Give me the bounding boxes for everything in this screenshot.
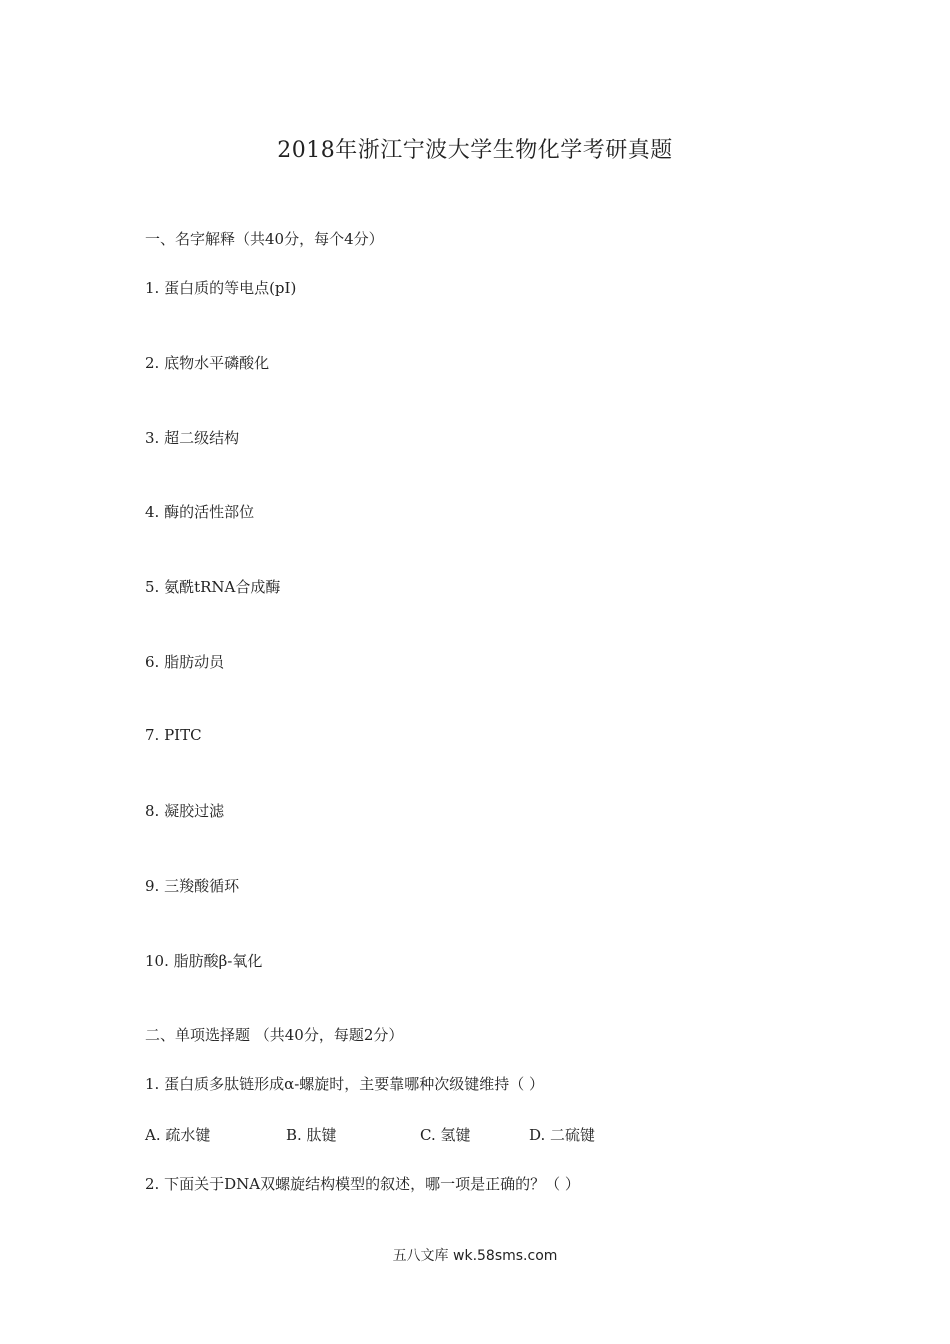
question-2: 2. 下面关于DNA双螺旋结构模型的叙述，哪一项是正确的？（ ） [145,1175,580,1193]
list-item: 3. 超二级结构 [145,429,240,447]
list-item: 4. 酶的活性部位 [145,503,255,521]
list-item: 1. 蛋白质的等电点(pI) [145,279,297,297]
list-item: 6. 脂肪动员 [145,653,225,671]
list-item: 7. PITC [145,726,202,744]
list-item: 2. 底物水平磷酸化 [145,354,270,372]
page-title: 2018年浙江宁波大学生物化学考研真题 [277,138,673,163]
section-heading-definitions: 一、名字解释（共40分，每个4分） [145,230,384,248]
list-item: 10. 脂肪酸β-氧化 [145,952,263,970]
list-item: 9. 三羧酸循环 [145,877,240,895]
option-a: A. 疏水键 [145,1126,211,1144]
section-heading-choice: 二、单项选择题 （共40分，每题2分） [145,1026,404,1044]
option-c: C. 氢键 [420,1126,471,1144]
option-d: D. 二硫键 [529,1126,596,1144]
question-1: 1. 蛋白质多肽链形成α-螺旋时，主要靠哪种次级键维持（ ） [145,1075,545,1093]
list-item: 5. 氨酰tRNA合成酶 [145,578,281,596]
footer-watermark: 五八文库 wk.58sms.com [392,1248,558,1264]
list-item: 8. 凝胶过滤 [145,802,225,820]
option-b: B. 肽键 [286,1126,337,1144]
